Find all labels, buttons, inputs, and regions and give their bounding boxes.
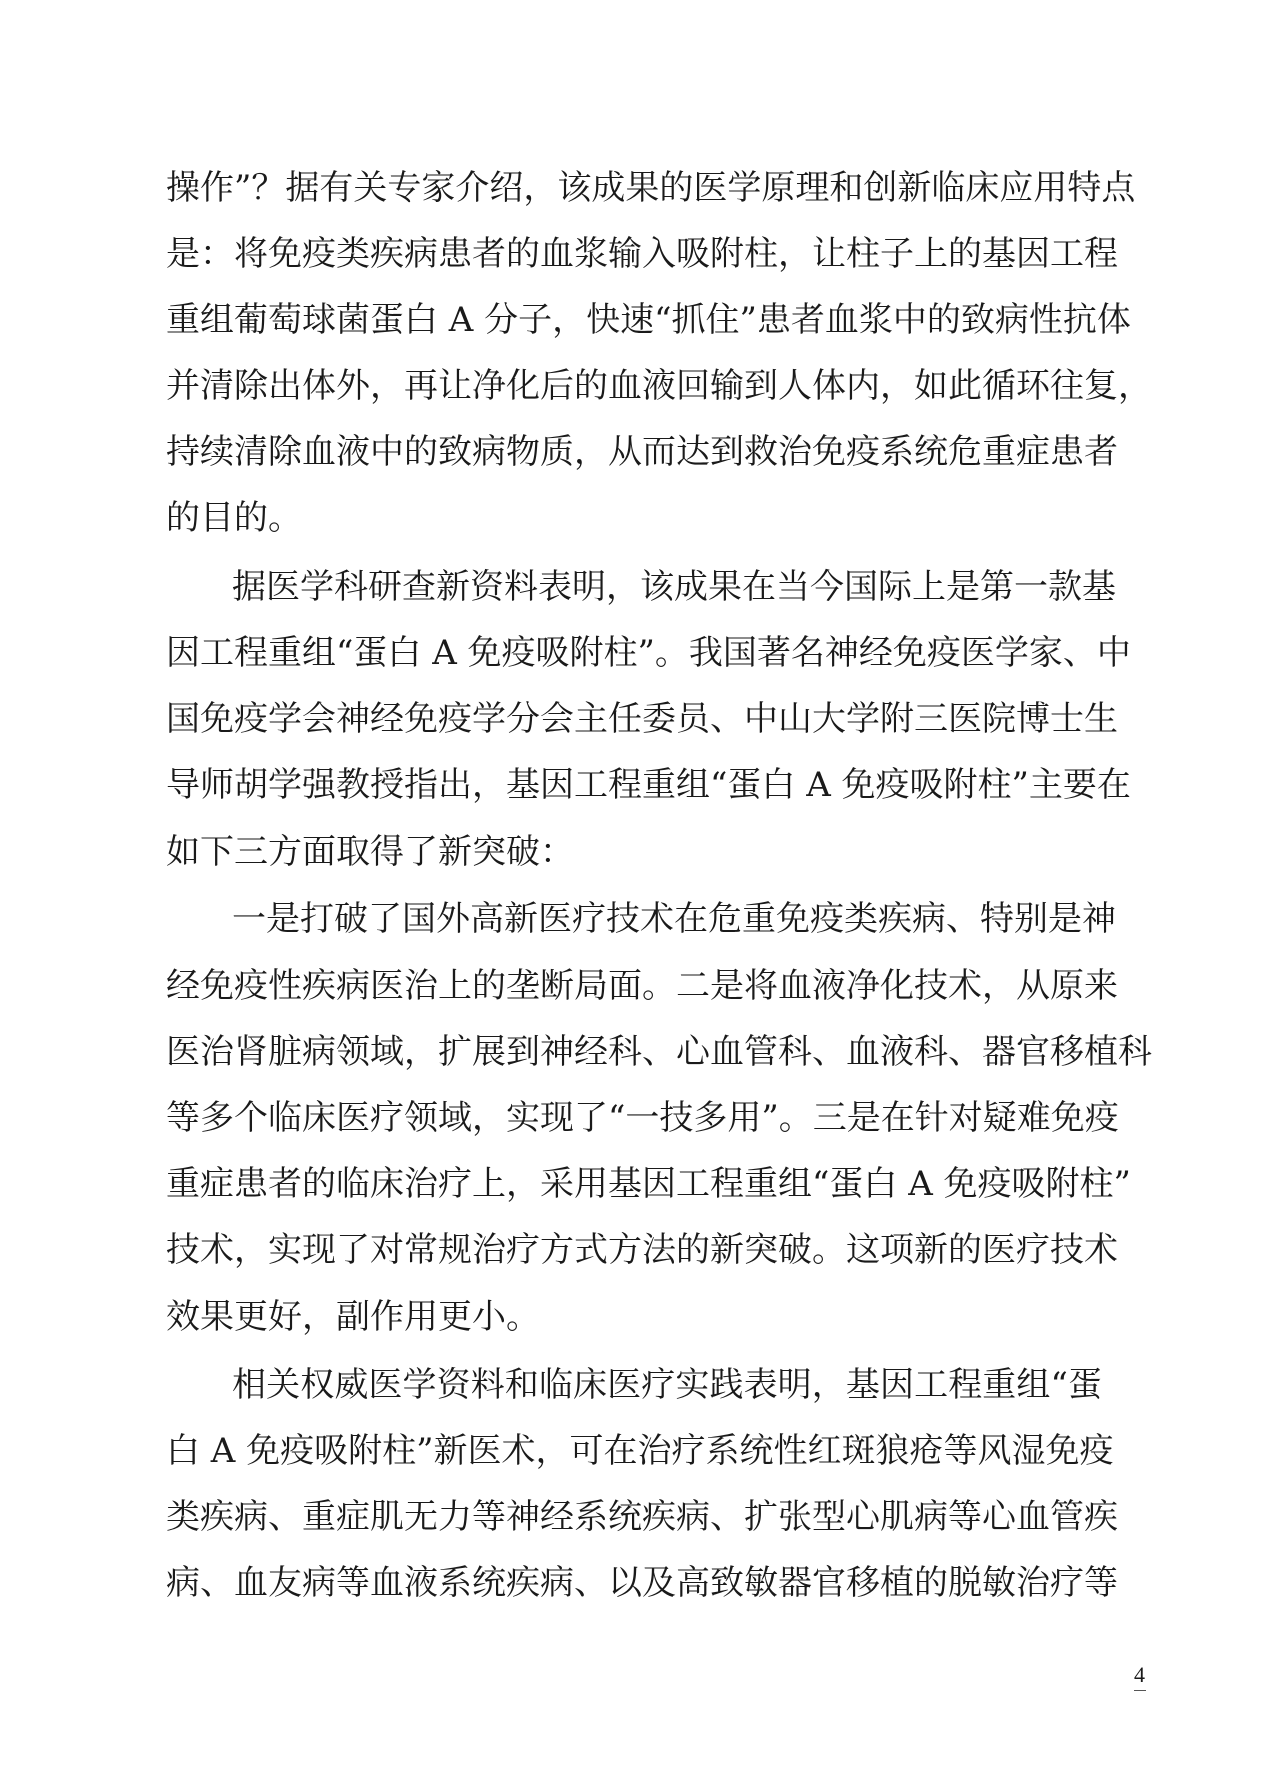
paragraph-2-line-2: 因工程重组“蛋白 A 免疫吸附柱”。我国著名神经免疫医学家、中 <box>166 633 1131 673</box>
paragraph-1-line-1: 操作”？据有关专家介绍，该成果的医学原理和创新临床应用特点 <box>166 168 1136 208</box>
paragraph-3-line-2: 经免疫性疾病医治上的垄断局面。二是将血液净化技术，从原来 <box>166 966 1118 1006</box>
paragraph-3-line-3: 医治肾脏病领域，扩展到神经科、心血管科、血液科、器官移植科 <box>166 1032 1152 1072</box>
paragraph-2-line-3: 国免疫学会神经免疫学分会主任委员、中山大学附三医院博士生 <box>166 699 1118 739</box>
paragraph-3-line-6: 技术，实现了对常规治疗方式方法的新突破。这项新的医疗技术 <box>166 1230 1118 1270</box>
paragraph-4-line-3: 类疾病、重症肌无力等神经系统疾病、扩张型心肌病等心血管疾 <box>166 1497 1118 1537</box>
paragraph-1-line-6: 的目的。 <box>166 498 302 538</box>
paragraph-2-line-1: 据医学科研查新资料表明，该成果在当今国际上是第一款基 <box>232 567 1116 607</box>
page-number-rule <box>1134 1690 1146 1691</box>
paragraph-3-line-4: 等多个临床医疗领域，实现了“一技多用”。三是在针对疑难免疫 <box>166 1098 1119 1138</box>
paragraph-3-line-5: 重症患者的临床治疗上，采用基因工程重组“蛋白 A 免疫吸附柱” <box>166 1164 1131 1204</box>
paragraph-4-line-1: 相关权威医学资料和临床医疗实践表明，基因工程重组“蛋 <box>232 1365 1102 1405</box>
paragraph-4-line-2: 白 A 免疫吸附柱”新医术，可在治疗系统性红斑狼疮等风湿免疫 <box>166 1431 1114 1471</box>
paragraph-3-line-7: 效果更好，副作用更小。 <box>166 1297 540 1337</box>
page-number: 4 <box>1134 1662 1145 1687</box>
paragraph-1-line-3: 重组葡萄球菌蛋白 A 分子，快速“抓住”患者血浆中的致病性抗体 <box>166 300 1131 340</box>
paragraph-1-line-5: 持续清除血液中的致病物质，从而达到救治免疫系统危重症患者 <box>166 432 1118 472</box>
paragraph-1-line-2: 是：将免疫类疾病患者的血浆输入吸附柱，让柱子上的基因工程 <box>166 234 1118 274</box>
paragraph-1-line-4: 并清除出体外，再让净化后的血液回输到人体内，如此循环往复， <box>166 366 1152 406</box>
paragraph-2-line-4: 导师胡学强教授指出，基因工程重组“蛋白 A 免疫吸附柱”主要在 <box>166 765 1131 805</box>
paragraph-4-line-4: 病、血友病等血液系统疾病、以及高致敏器官移植的脱敏治疗等 <box>166 1563 1118 1603</box>
paragraph-2-line-5: 如下三方面取得了新突破： <box>166 832 574 872</box>
paragraph-3-line-1: 一是打破了国外高新医疗技术在危重免疫类疾病、特别是神 <box>232 899 1116 939</box>
